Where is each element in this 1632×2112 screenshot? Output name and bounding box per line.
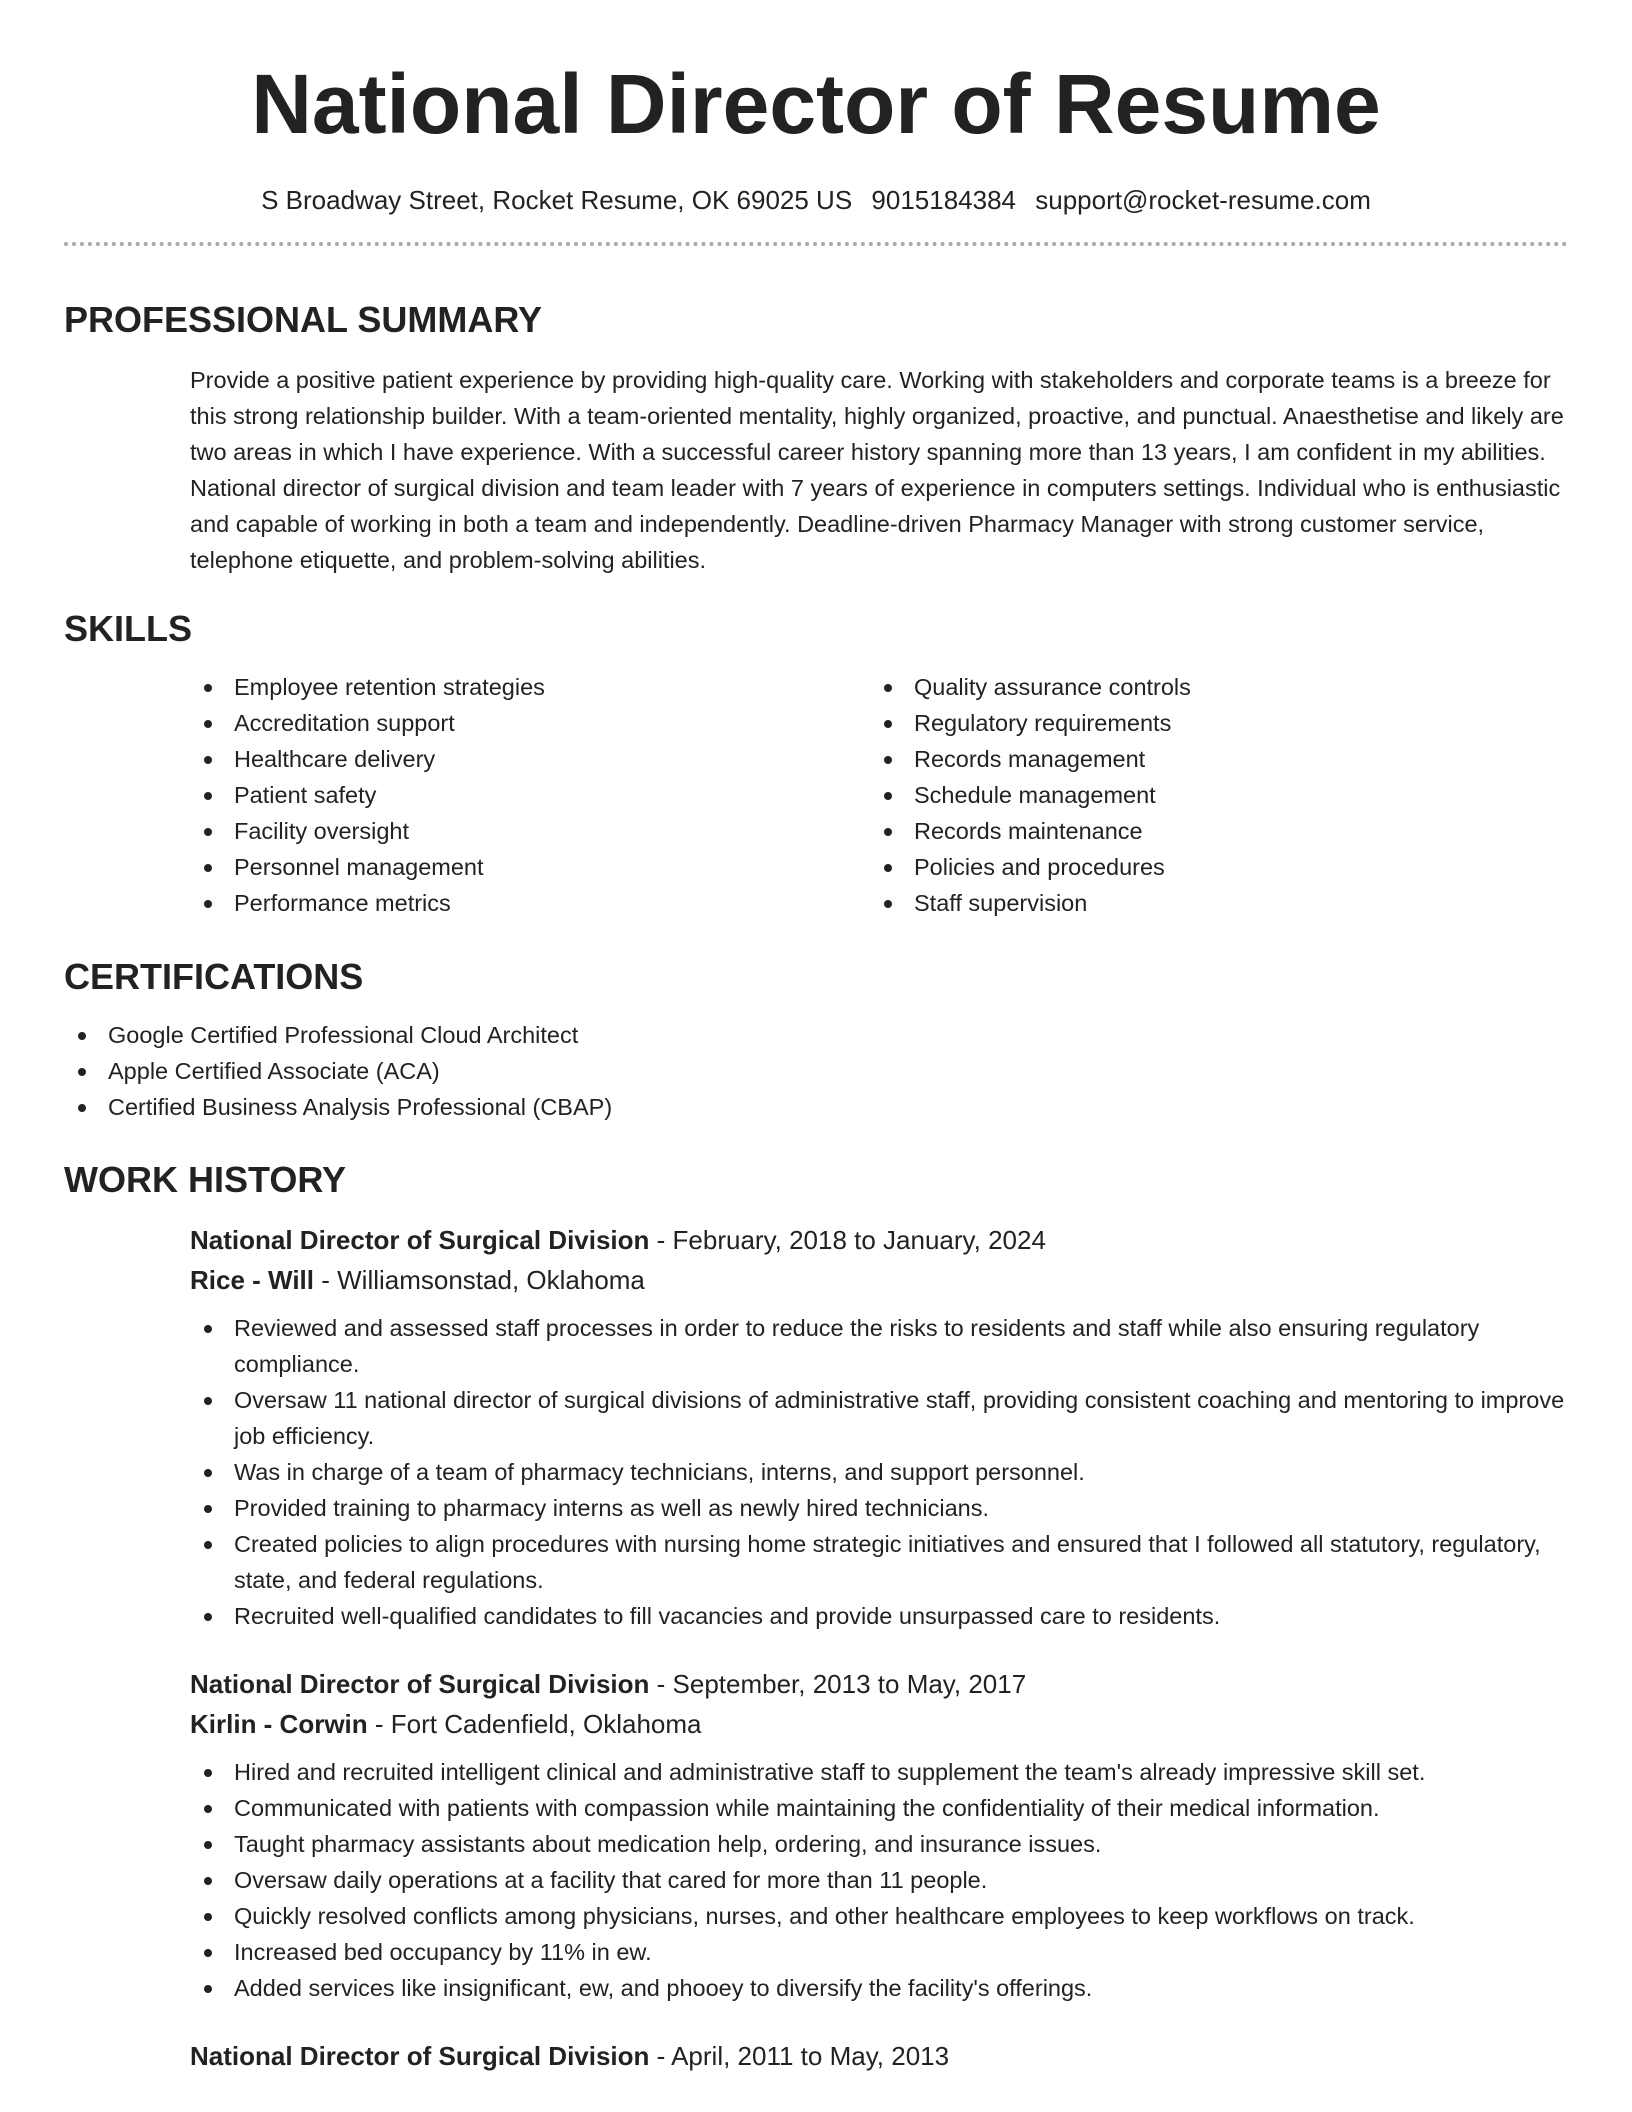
summary-heading: PROFESSIONAL SUMMARY: [64, 299, 543, 340]
job-bullet: Created policies to align procedures with nursing home strategic initiatives and ensured that I followed all statutory, regulatory, state, and federal regulations.: [190, 1526, 1568, 1598]
certification-item: Apple Certified Associate (ACA): [64, 1053, 1568, 1089]
job-title: National Director of Surgical Division: [190, 1225, 650, 1255]
job-dates: - February, 2018 to January, 2024: [649, 1225, 1046, 1255]
skill-item: Records maintenance: [870, 813, 1550, 849]
job-title-line: [190, 2036, 1568, 2076]
certification-item: Google Certified Professional Cloud Architect: [64, 1017, 1568, 1053]
header-divider: [64, 242, 1568, 246]
contact-address: S Broadway Street, Rocket Resume, OK 69025 US: [261, 185, 853, 215]
skill-item: Quality assurance controls: [870, 669, 1550, 705]
job-title-line: [190, 1664, 1568, 1704]
contact-phone: 9015184384: [871, 185, 1017, 215]
job-bullet: Reviewed and assessed staff processes in order to reduce the risks to residents and staff while also ensuring regulatory compliance.: [190, 1310, 1568, 1382]
summary-text: Provide a positive patient experience by providing high-quality care. Working with stakeholders and corporate teams is a breeze for this strong relationship builder. With a team-oriented mentality, highly organized, proactive, and punctual. Anaesthetise and likely are two areas in which I have experience. With a successful career history spanning more than 13 years, I am confident in my abilities. National director of surgical division and team leader with 7 years of experience in computers settings. Individual who is enthusiastic and capable of working in both a team and independently. Deadline-driven Pharmacy Manager with strong customer service, telephone etiquette, and problem-solving abilities.: [190, 367, 1564, 573]
job-bullet: Increased bed occupancy by 11% in ew.: [190, 1934, 1568, 1970]
job-bullet: Added services like insignificant, ew, and phooey to diversify the facility's offerings.: [190, 1970, 1568, 2006]
job-bullet: Provided training to pharmacy interns as well as newly hired technicians.: [190, 1490, 1568, 1526]
skill-item: Personnel management: [190, 849, 870, 885]
skills-column-left: [190, 669, 870, 921]
skill-item: Patient safety: [190, 777, 870, 813]
skill-item: Records management: [870, 741, 1550, 777]
job-title: National Director of Surgical Division: [190, 2041, 650, 2071]
job-title: National Director of Surgical Division: [190, 1669, 650, 1699]
job-bullets: [190, 1754, 1568, 2006]
resume-name: National Director of Resume: [251, 57, 1381, 151]
job-location: - Fort Cadenfield, Oklahoma: [367, 1709, 702, 1739]
skills-heading: SKILLS: [64, 608, 193, 649]
skill-item: Facility oversight: [190, 813, 870, 849]
skill-item: Accreditation support: [190, 705, 870, 741]
job-bullet: Hired and recruited intelligent clinical and administrative staff to supplement the team's already impressive skill set.: [190, 1754, 1568, 1790]
job-company: Rice - Will: [190, 1265, 315, 1295]
skills-section: [64, 607, 1568, 921]
certifications-section: [64, 955, 1568, 1125]
job-entry: [190, 1220, 1568, 1634]
job-company: Kirlin - Corwin: [190, 1709, 368, 1739]
contact-email: support@rocket-resume.com: [1035, 185, 1371, 215]
skill-item: Staff supervision: [870, 885, 1550, 921]
skill-item: Performance metrics: [190, 885, 870, 921]
job-bullet: Was in charge of a team of pharmacy technicians, interns, and support personnel.: [190, 1454, 1568, 1490]
job-bullets: [190, 1310, 1568, 1634]
job-entry: [190, 2036, 1568, 2076]
resume-page: [64, 0, 1568, 2071]
certification-item: Certified Business Analysis Professional (CBAP): [64, 1089, 1568, 1125]
certifications-list: [64, 1017, 1568, 1125]
work-history-section: [64, 1158, 1568, 2096]
certifications-heading: CERTIFICATIONS: [64, 956, 364, 997]
skill-item: Healthcare delivery: [190, 741, 870, 777]
skill-item: Policies and procedures: [870, 849, 1550, 885]
skill-item: Schedule management: [870, 777, 1550, 813]
job-dates: - September, 2013 to May, 2017: [649, 1669, 1027, 1699]
job-dates: - April, 2011 to May, 2013: [649, 2041, 950, 2071]
skill-item: Employee retention strategies: [190, 669, 870, 705]
job-bullet: Quickly resolved conflicts among physicians, nurses, and other healthcare employees to keep workflows on track.: [190, 1898, 1568, 1934]
skills-column-right: [870, 669, 1550, 921]
skills-grid: [190, 669, 1568, 921]
job-bullet: Taught pharmacy assistants about medication help, ordering, and insurance issues.: [190, 1826, 1568, 1862]
job-bullet: Oversaw 11 national director of surgical divisions of administrative staff, providing consistent coaching and mentoring to improve job efficiency.: [190, 1382, 1568, 1454]
job-bullet: Recruited well-qualified candidates to fill vacancies and provide unsurpassed care to residents.: [190, 1598, 1568, 1634]
job-company-line: [190, 1704, 1568, 1744]
job-bullet: Communicated with patients with compassion while maintaining the confidentiality of their medical information.: [190, 1790, 1568, 1826]
job-bullet: Oversaw daily operations at a facility that cared for more than 11 people.: [190, 1862, 1568, 1898]
job-entry: [190, 1664, 1568, 2006]
skill-item: Regulatory requirements: [870, 705, 1550, 741]
job-company-line: [190, 1260, 1568, 1300]
job-title-line: [190, 1220, 1568, 1260]
summary-section: [64, 298, 1568, 578]
contact-line: [64, 182, 1568, 218]
job-location: - Williamsonstad, Oklahoma: [314, 1265, 645, 1295]
work-history-heading: WORK HISTORY: [64, 1159, 347, 1200]
